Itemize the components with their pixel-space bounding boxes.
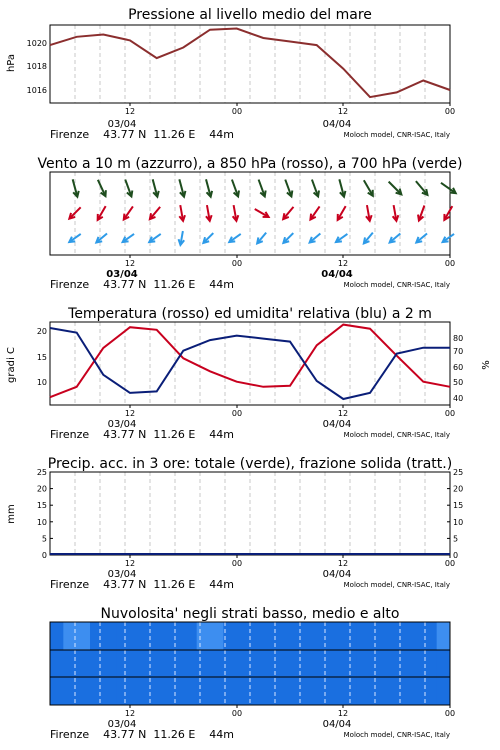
wind-arrow	[125, 180, 132, 197]
wind-arrow	[336, 234, 347, 242]
date-label: 03/04	[107, 119, 137, 130]
time-tick-label: 00	[231, 259, 243, 268]
precipitation-ytick-right: 20	[453, 484, 464, 494]
cloud-cell	[90, 622, 117, 650]
cloud-cell	[383, 677, 410, 705]
precipitation-gridlines	[75, 472, 425, 555]
wind-arrow	[364, 180, 373, 196]
cloud-cell	[303, 622, 330, 650]
wind-arrow	[232, 180, 239, 197]
wind-arrow	[229, 234, 240, 242]
time-tick-label: 00	[231, 107, 243, 116]
cloud-cell	[63, 650, 90, 677]
wind-arrow	[310, 206, 319, 219]
wind-arrow	[233, 205, 239, 221]
cloud-cell	[90, 677, 117, 705]
cloud-time-ticks	[125, 705, 455, 718]
wind-arrow	[206, 205, 212, 221]
humidity-ytick: 80	[453, 334, 464, 343]
cloud-cell	[437, 650, 451, 677]
date-label: 04/04	[322, 119, 352, 130]
wind-arrow	[149, 234, 160, 242]
cloud-cell	[223, 650, 250, 677]
pressure-gridlines	[75, 25, 425, 103]
cloud-cell	[143, 650, 170, 677]
wind-arrow	[203, 233, 213, 243]
time-tick-label: 12	[337, 259, 349, 268]
cloud-cell	[143, 677, 170, 705]
time-tick-label: 12	[337, 107, 349, 116]
humidity-ytick: 40	[453, 394, 464, 403]
station-info: Firenze 43.77 N 11.26 E 44m	[50, 278, 234, 291]
cloud-cell	[357, 650, 384, 677]
precipitation-ylabel: mm	[6, 504, 17, 524]
cloud-cover-panel	[50, 606, 455, 741]
cloud-cell	[117, 650, 144, 677]
cloud-cell	[437, 677, 451, 705]
time-tick-label: 00	[444, 259, 456, 268]
time-tick-label: 00	[444, 709, 456, 718]
pressure-panel	[6, 7, 455, 141]
cloud-cell	[330, 650, 357, 677]
humidity-ytick: 70	[453, 347, 464, 356]
cloud-cell	[197, 650, 224, 677]
pressure-title: Pressione al livello medio del mare	[128, 7, 372, 23]
precipitation-panel	[6, 456, 463, 591]
cloud-cell	[330, 677, 357, 705]
time-tick-label: 00	[444, 409, 456, 418]
cloud-cell	[357, 677, 384, 705]
pressure-ytick: 1018	[26, 62, 47, 71]
pressure-ytick: 1020	[26, 39, 47, 48]
cloud-cell	[437, 622, 451, 650]
cloud-cell	[117, 622, 144, 650]
wind-arrow	[98, 206, 106, 220]
station-info: Firenze 43.77 N 11.26 E 44m	[50, 428, 234, 441]
wind-arrow	[364, 233, 373, 244]
cloud-cell	[250, 622, 277, 650]
time-tick-label: 00	[444, 107, 456, 116]
precipitation-ytick-right: 25	[453, 468, 464, 477]
wind-arrow	[98, 180, 106, 196]
date-label: 04/04	[321, 269, 353, 280]
wind-time-ticks	[125, 255, 455, 268]
time-tick-label: 12	[124, 107, 136, 116]
date-label: 03/04	[107, 569, 137, 580]
time-tick-label: 00	[231, 559, 243, 568]
station-info: Firenze 43.77 N 11.26 E 44m	[50, 728, 234, 741]
time-tick-label: 00	[444, 559, 456, 568]
wind-arrow	[389, 182, 402, 195]
date-label: 04/04	[322, 569, 352, 580]
wind-arrow	[366, 205, 372, 221]
temperature-gridlines	[75, 322, 425, 405]
cloud-cell	[170, 650, 197, 677]
time-tick-label: 12	[124, 259, 136, 268]
time-tick-label: 12	[124, 709, 136, 718]
precipitation-ytick: 0	[41, 551, 47, 560]
precipitation-ytick-right: 15	[453, 501, 464, 511]
cloud-title: Nuvolosita' negli strati basso, medio e alto	[100, 606, 400, 622]
precipitation-ytick-right: 10	[453, 517, 464, 527]
cloud-cell	[383, 650, 410, 677]
wind-arrow	[283, 233, 293, 243]
wind-arrow	[150, 207, 160, 219]
cloud-cell	[90, 650, 117, 677]
station-info: Firenze 43.77 N 11.26 E 44m	[50, 578, 234, 591]
station-info: Firenze 43.77 N 11.26 E 44m	[50, 128, 234, 141]
model-credit: Moloch model, CNR-ISAC, Italy	[343, 731, 450, 739]
wind-arrow	[206, 179, 212, 196]
time-tick-label: 12	[124, 559, 136, 568]
precipitation-ytick: 15	[36, 501, 47, 511]
precipitation-title: Precip. acc. in 3 ore: totale (verde), frazione solida (tratt.)	[47, 456, 453, 472]
precipitation-time-ticks	[125, 555, 455, 568]
wind-arrow	[179, 205, 185, 221]
time-tick-label: 12	[337, 709, 349, 718]
time-tick-label: 12	[124, 409, 136, 418]
date-label: 03/04	[107, 419, 137, 430]
cloud-cell	[63, 677, 90, 705]
humidity-ytick: 50	[453, 378, 464, 387]
cloud-cell	[223, 622, 250, 650]
cloud-cell	[143, 622, 170, 650]
model-credit: Moloch model, CNR-ISAC, Italy	[343, 431, 450, 439]
wind-arrow	[444, 206, 452, 220]
cloud-cell	[250, 677, 277, 705]
pressure-time-ticks	[125, 103, 455, 116]
time-tick-label: 12	[337, 409, 349, 418]
precipitation-ytick: 5	[41, 534, 47, 544]
cloud-cell	[250, 650, 277, 677]
humidity-ylabel: %	[481, 360, 492, 370]
precipitation-ytick: 25	[36, 468, 47, 477]
cloud-cell	[170, 622, 197, 650]
cloud-cell	[170, 677, 197, 705]
wind-arrow	[390, 234, 401, 243]
cloud-cell	[63, 622, 90, 650]
wind-arrow	[259, 180, 266, 197]
wind-arrow	[123, 234, 134, 242]
date-label: 03/04	[106, 269, 138, 280]
temperature-ytick: 10	[36, 378, 47, 387]
pressure-ytick: 1016	[26, 86, 47, 95]
wind-arrow	[179, 231, 185, 245]
temperature-time-ticks	[125, 405, 455, 418]
wind-arrow	[393, 205, 399, 221]
date-label: 03/04	[107, 719, 137, 730]
cloud-cell	[410, 622, 437, 650]
cloud-cell	[383, 622, 410, 650]
temperature-humidity-panel	[6, 306, 492, 441]
temperature-ytick: 15	[36, 353, 47, 362]
wind-arrow	[73, 179, 79, 196]
cloud-cell	[410, 650, 437, 677]
wind-arrow	[96, 234, 107, 243]
wind-arrows	[69, 179, 455, 245]
humidity-ytick: 60	[453, 363, 464, 372]
temperature-ytick: 20	[36, 327, 47, 336]
wind-arrow	[418, 205, 424, 220]
wind-arrow	[310, 234, 321, 243]
cloud-cell	[223, 677, 250, 705]
wind-arrow	[338, 206, 346, 220]
date-label: 04/04	[322, 419, 352, 430]
model-credit: Moloch model, CNR-ISAC, Italy	[343, 581, 450, 589]
wind-arrow	[179, 179, 185, 196]
cloud-cell	[357, 622, 384, 650]
time-tick-label: 00	[231, 709, 243, 718]
cloud-cell	[303, 677, 330, 705]
model-credit: Moloch model, CNR-ISAC, Italy	[343, 131, 450, 139]
wind-arrow	[255, 209, 269, 217]
cloud-cell	[117, 677, 144, 705]
date-label: 04/04	[322, 719, 352, 730]
wind-arrow	[441, 183, 456, 193]
wind-arrow	[416, 181, 428, 195]
time-tick-label: 12	[337, 559, 349, 568]
wind-arrow	[257, 233, 266, 244]
cloud-cell	[50, 677, 64, 705]
wind-arrow	[443, 234, 454, 242]
cloud-cell	[197, 622, 224, 650]
pressure-ylabel: hPa	[6, 53, 17, 73]
model-credit: Moloch model, CNR-ISAC, Italy	[343, 281, 450, 289]
wind-arrow	[339, 179, 345, 196]
wind-arrow	[285, 180, 292, 197]
cloud-cell	[410, 677, 437, 705]
cloud-cell	[197, 677, 224, 705]
time-tick-label: 00	[231, 409, 243, 418]
temperature-title: Temperatura (rosso) ed umidita' relativa (blu) a 2 m	[68, 306, 432, 322]
precipitation-ytick-right: 0	[453, 551, 459, 560]
cloud-cell	[50, 650, 64, 677]
wind-title: Vento a 10 m (azzurro), a 850 hPa (rosso), a 700 hPa (verde)	[37, 156, 463, 172]
temperature-ylabel: gradi C	[6, 347, 17, 383]
wind-arrow	[153, 179, 159, 196]
wind-arrow	[312, 180, 319, 197]
wind-panel	[37, 156, 462, 291]
wind-arrow	[283, 207, 293, 219]
precipitation-ytick: 10	[36, 517, 47, 527]
cloud-cell	[303, 650, 330, 677]
cloud-cell	[330, 622, 357, 650]
precipitation-ytick: 20	[36, 484, 47, 494]
cloud-cell	[50, 622, 64, 650]
precipitation-ytick-right: 5	[453, 534, 459, 544]
